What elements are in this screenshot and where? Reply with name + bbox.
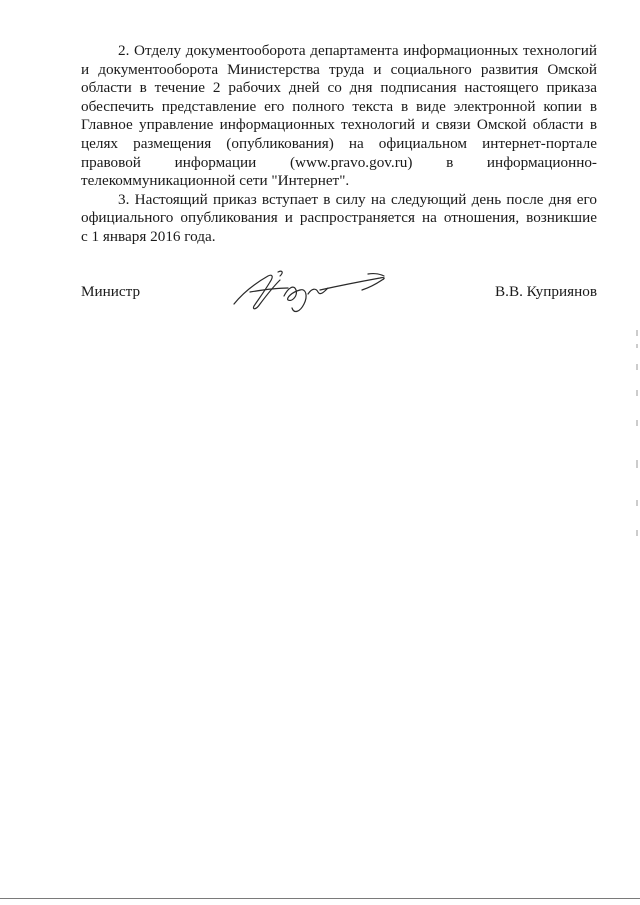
text-line: 2. Отделу документооборота департамента информационных технологий — [118, 42, 597, 59]
text-line: обеспечить представление его полного текста в виде электронной копии в — [81, 97, 597, 115]
paragraph-3 — [81, 191, 597, 247]
signer-position: Министр — [81, 283, 141, 300]
text-line: правовой информации (www.pravo.gov.ru) в информационно- — [81, 153, 597, 171]
text-line: телекоммуникационной сети "Интернет". — [81, 172, 350, 190]
paragraph-2 — [81, 42, 597, 191]
scan-bottom-edge — [0, 898, 640, 899]
handwritten-signature — [228, 266, 390, 316]
text-line: и документооборота Министерства труда и социального развития Омской — [81, 60, 597, 78]
text-line: официального опубликования и распространяется на отношения, возникшие — [81, 209, 597, 227]
scan-edge-marks — [636, 330, 638, 550]
text-line: области в течение 2 рабочих дней со дня подписания настоящего приказа — [81, 79, 597, 97]
text-line: 3. Настоящий приказ вступает в силу на следующий день после дня его — [118, 190, 597, 208]
text-line: целях размещения (опубликования) на официальном интернет-портале — [81, 134, 597, 152]
text-line: Главное управление информационных технологий и связи Омской области в — [81, 116, 597, 134]
text-line: с 1 января 2016 года. — [81, 227, 216, 245]
signer-name: В.В. Куприянов — [495, 283, 597, 300]
document-body — [81, 42, 597, 247]
